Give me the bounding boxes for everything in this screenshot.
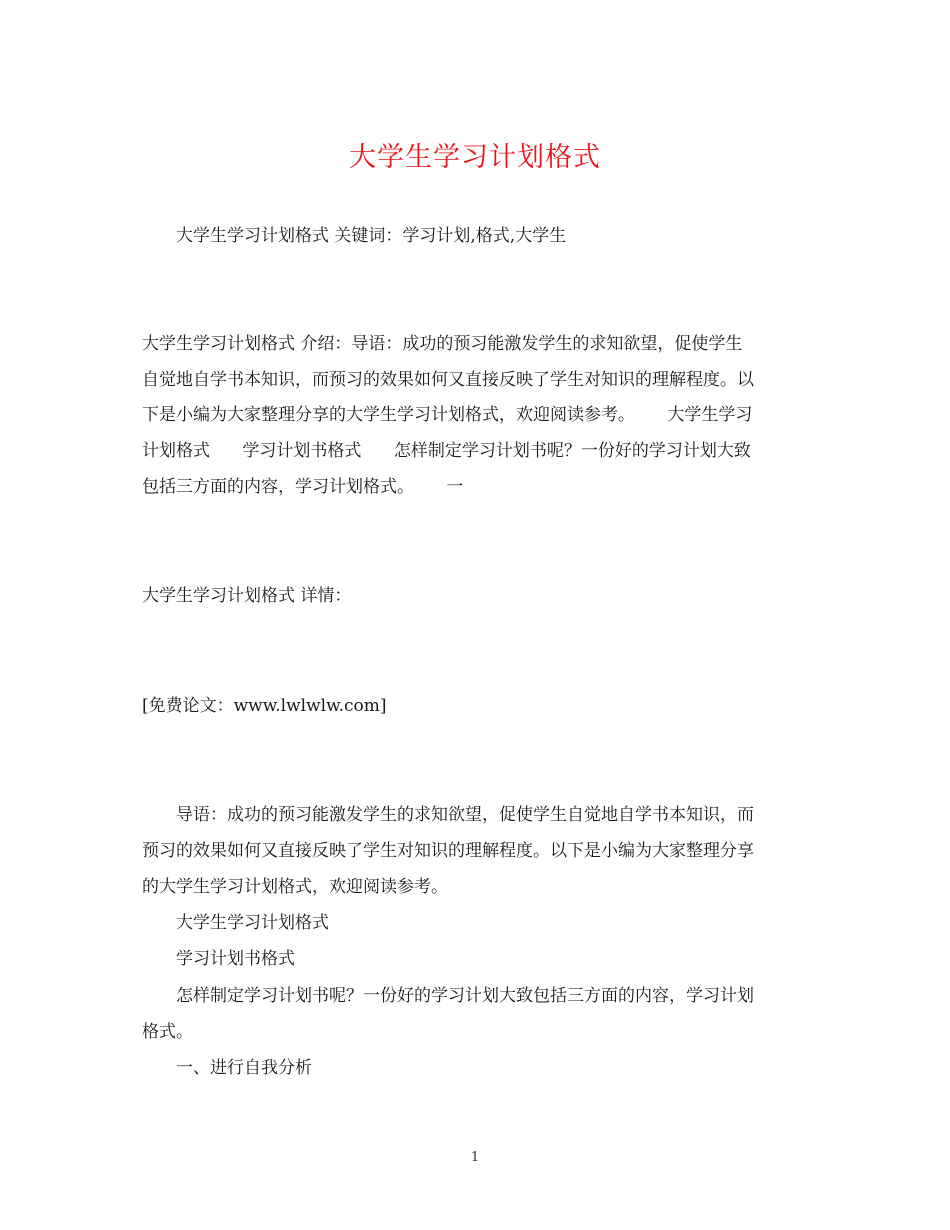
body-paragraph-line: 大学生学习计划格式 <box>176 913 329 933</box>
body-paragraph-line: 的大学生学习计划格式，欢迎阅读参考。 <box>142 877 448 897</box>
intro-line: 计划格式 学习计划书格式 怎样制定学习计划书呢？一份好的学习计划大致 <box>142 441 751 461</box>
details-heading: 大学生学习计划格式 详情： <box>142 586 352 606</box>
intro-line: 包括三方面的内容，学习计划格式。 一 <box>142 477 464 497</box>
body-paragraph-line: 预习的效果如何又直接反映了学生对知识的理解程度。以下是小编为大家整理分享 <box>142 841 754 861</box>
body-paragraph-line: 一、进行自我分析 <box>176 1058 312 1078</box>
source-note: [免费论文：www.lwlwlw.com] <box>142 696 387 716</box>
page-number: 1 <box>470 1150 480 1165</box>
body-paragraph-line: 格式。 <box>142 1022 193 1042</box>
intro-line: 大学生学习计划格式 介绍：导语：成功的预习能激发学生的求知欲望，促使学生 <box>142 334 743 354</box>
intro-line: 自觉地自学书本知识，而预习的效果如何又直接反映了学生对知识的理解程度。以 <box>142 370 754 390</box>
intro-line: 下是小编为大家整理分享的大学生学习计划格式，欢迎阅读参考。 大学生学习 <box>142 405 753 425</box>
body-paragraph-line: 导语：成功的预习能激发学生的求知欲望，促使学生自觉地自学书本知识，而 <box>176 805 754 825</box>
keywords-line: 大学生学习计划格式 关键词：学习计划,格式,大学生 <box>176 226 567 246</box>
body-paragraph-line: 怎样制定学习计划书呢？一份好的学习计划大致包括三方面的内容，学习计划 <box>176 986 754 1006</box>
document-title: 大学生学习计划格式 <box>349 142 601 173</box>
body-paragraph-line: 学习计划书格式 <box>176 949 295 969</box>
